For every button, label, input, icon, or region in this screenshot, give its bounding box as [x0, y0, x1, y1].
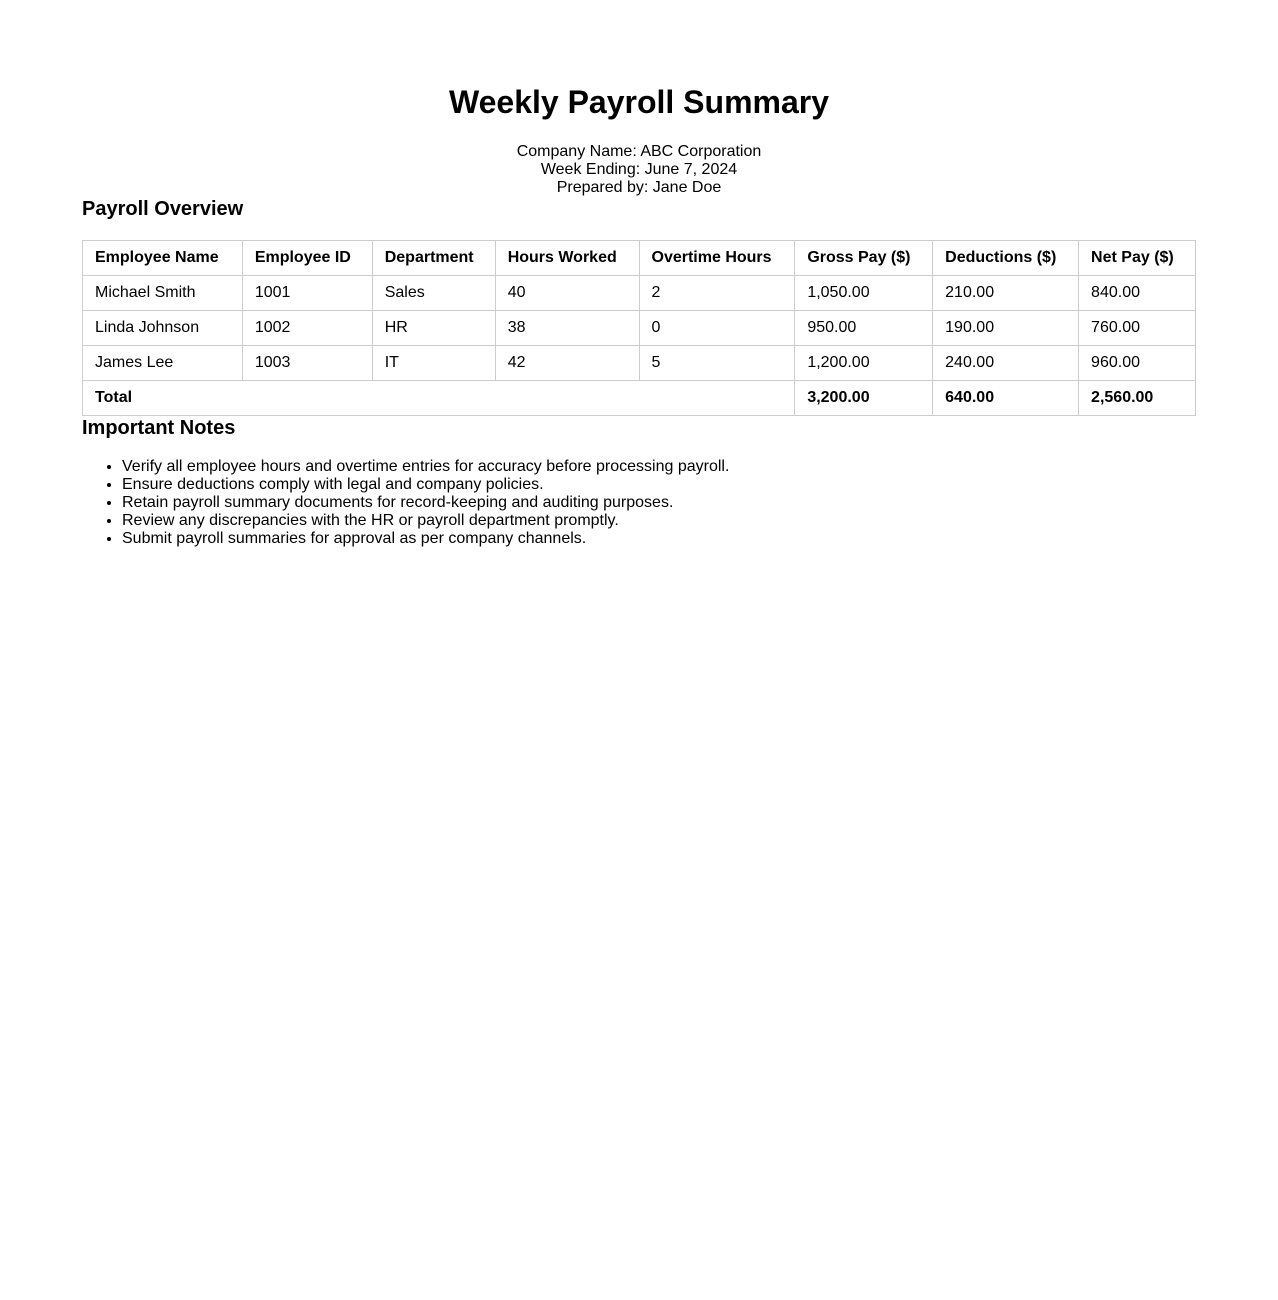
- week-ending: Week Ending: June 7, 2024: [540, 161, 738, 178]
- prepared-by: Prepared by: Jane Doe: [556, 179, 722, 196]
- net-pay-cell: 960.00: [1079, 346, 1196, 381]
- total-gross-pay: 3,200.00: [795, 381, 933, 416]
- net-pay-cell: 760.00: [1079, 311, 1196, 346]
- gross-pay-cell: 1,050.00: [795, 276, 933, 311]
- department-cell: IT: [372, 346, 495, 381]
- note-item: • Submit payroll summaries for approval as per company channels.: [122, 530, 1196, 548]
- deductions-cell: 210.00: [933, 276, 1079, 311]
- gross-pay-cell: 950.00: [795, 311, 933, 346]
- employee-id-cell: 1001: [242, 276, 372, 311]
- page-title: Weekly Payroll Summary: [448, 84, 830, 120]
- deductions-cell: 240.00: [933, 346, 1079, 381]
- column-header: Gross Pay ($): [795, 241, 933, 276]
- overtime-hours-cell: 5: [639, 346, 795, 381]
- total-label: Total: [83, 381, 795, 416]
- table-row: [83, 346, 1196, 381]
- employee-id-cell: 1002: [242, 311, 372, 346]
- payroll-table: [82, 240, 1196, 416]
- table-header-row: [83, 241, 1196, 276]
- hours-worked-cell: 42: [495, 346, 639, 381]
- note-item: • Retain payroll summary documents for record-keeping and auditing purposes.: [122, 494, 1196, 512]
- table-row: [83, 311, 1196, 346]
- note-item: • Verify all employee hours and overtime entries for accuracy before processing payroll.: [122, 458, 1196, 476]
- table-row: [83, 276, 1196, 311]
- overtime-hours-cell: 2: [639, 276, 795, 311]
- important-notes-heading: Important Notes: [82, 417, 236, 439]
- employee-name-cell: Michael Smith: [83, 276, 243, 311]
- company-name: Company Name: ABC Corporation: [516, 143, 762, 160]
- payroll-document: [82, 0, 1196, 548]
- payroll-overview-heading: Payroll Overview: [82, 198, 244, 220]
- column-header: Hours Worked: [495, 241, 639, 276]
- column-header: Employee ID: [242, 241, 372, 276]
- employee-name-cell: James Lee: [83, 346, 243, 381]
- total-row: [83, 381, 1196, 416]
- deductions-cell: 190.00: [933, 311, 1079, 346]
- employee-id-cell: 1003: [242, 346, 372, 381]
- column-header: Deductions ($): [933, 241, 1079, 276]
- department-cell: Sales: [372, 276, 495, 311]
- overtime-hours-cell: 0: [639, 311, 795, 346]
- hours-worked-cell: 38: [495, 311, 639, 346]
- column-header: Employee Name: [83, 241, 243, 276]
- hours-worked-cell: 40: [495, 276, 639, 311]
- net-pay-cell: 840.00: [1079, 276, 1196, 311]
- department-cell: HR: [372, 311, 495, 346]
- note-item: • Review any discrepancies with the HR or payroll department promptly.: [122, 512, 1196, 530]
- column-header: Overtime Hours: [639, 241, 795, 276]
- gross-pay-cell: 1,200.00: [795, 346, 933, 381]
- total-deductions: 640.00: [933, 381, 1079, 416]
- column-header: Net Pay ($): [1079, 241, 1196, 276]
- note-item: • Ensure deductions comply with legal and company policies.: [122, 476, 1196, 494]
- notes-list: [82, 458, 1196, 548]
- total-net-pay: 2,560.00: [1079, 381, 1196, 416]
- document-meta: [82, 143, 1196, 197]
- column-header: Department: [372, 241, 495, 276]
- employee-name-cell: Linda Johnson: [83, 311, 243, 346]
